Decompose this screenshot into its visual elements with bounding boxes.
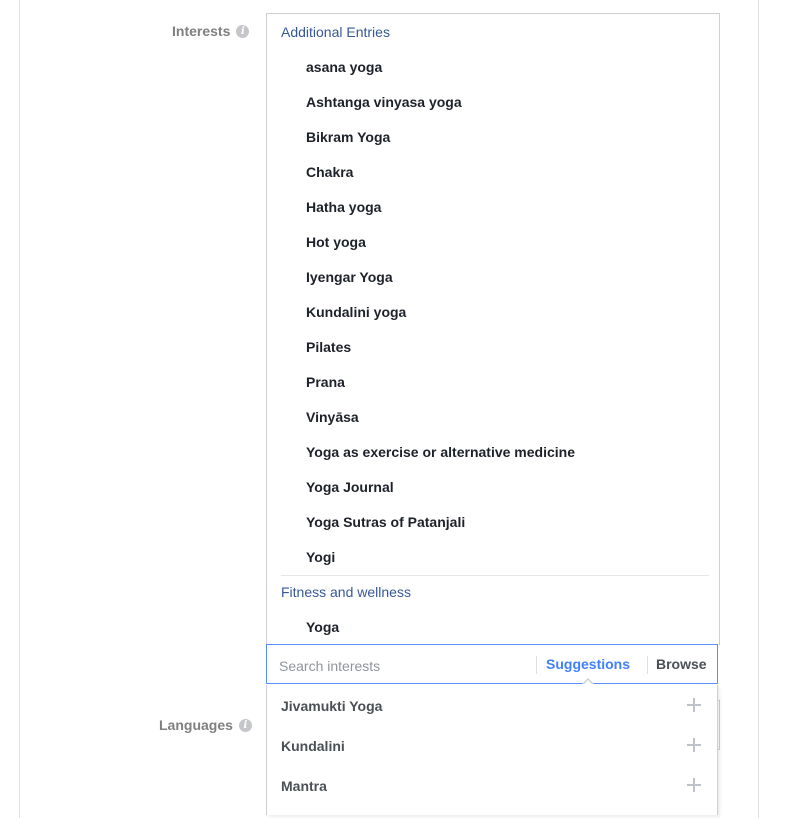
interests-label: Interests	[172, 23, 231, 39]
tab-divider	[536, 656, 537, 674]
info-icon[interactable]: i	[239, 719, 252, 732]
group-divider	[281, 575, 709, 576]
languages-label: Languages	[159, 717, 233, 733]
info-icon[interactable]: i	[236, 25, 249, 38]
tab-suggestions[interactable]: Suggestions	[546, 656, 631, 672]
interest-search-bar	[266, 644, 718, 684]
interests-label-row	[172, 23, 249, 39]
search-input[interactable]	[277, 655, 531, 677]
list-item[interactable]: Bikram Yoga	[306, 129, 391, 145]
list-item[interactable]: Iyengar Yoga	[306, 269, 393, 285]
list-item[interactable]: Yoga	[306, 619, 340, 635]
suggestion-label: Mantra	[281, 778, 327, 794]
suggestion-item[interactable]	[267, 766, 717, 806]
suggestion-item[interactable]	[267, 726, 717, 766]
list-item[interactable]: Kundalini yoga	[306, 304, 407, 320]
languages-label-row	[159, 717, 252, 733]
tab-divider	[647, 656, 648, 674]
list-item[interactable]: Yogi	[306, 549, 336, 565]
group-title-additional-entries: Additional Entries	[281, 24, 390, 40]
list-item[interactable]: Prana	[306, 374, 345, 390]
list-item[interactable]: asana yoga	[306, 59, 383, 75]
suggestion-label: Jivamukti Yoga	[281, 698, 383, 714]
plus-icon[interactable]	[687, 778, 701, 792]
list-item[interactable]: Yoga as exercise or alternative medicine	[306, 444, 575, 460]
list-item[interactable]: Yoga Sutras of Patanjali	[306, 514, 466, 530]
list-item[interactable]: Pilates	[306, 339, 352, 355]
list-item[interactable]: Hatha yoga	[306, 199, 382, 215]
plus-icon[interactable]	[687, 698, 701, 712]
group-title-fitness-and-wellness: Fitness and wellness	[281, 584, 411, 600]
list-item[interactable]: Ashtanga vinyasa yoga	[306, 94, 462, 110]
suggestion-label: Kundalini	[281, 738, 345, 754]
list-item[interactable]: Chakra	[306, 164, 354, 180]
list-item[interactable]: Hot yoga	[306, 234, 366, 250]
tab-browse[interactable]: Browse	[656, 656, 707, 672]
suggestions-dropdown	[266, 685, 718, 815]
list-item[interactable]: Yoga Journal	[306, 479, 394, 495]
suggestion-item[interactable]	[267, 686, 717, 726]
plus-icon[interactable]	[687, 738, 701, 752]
selected-interests-list	[266, 13, 720, 645]
list-item[interactable]: Vinyāsa	[306, 409, 359, 425]
